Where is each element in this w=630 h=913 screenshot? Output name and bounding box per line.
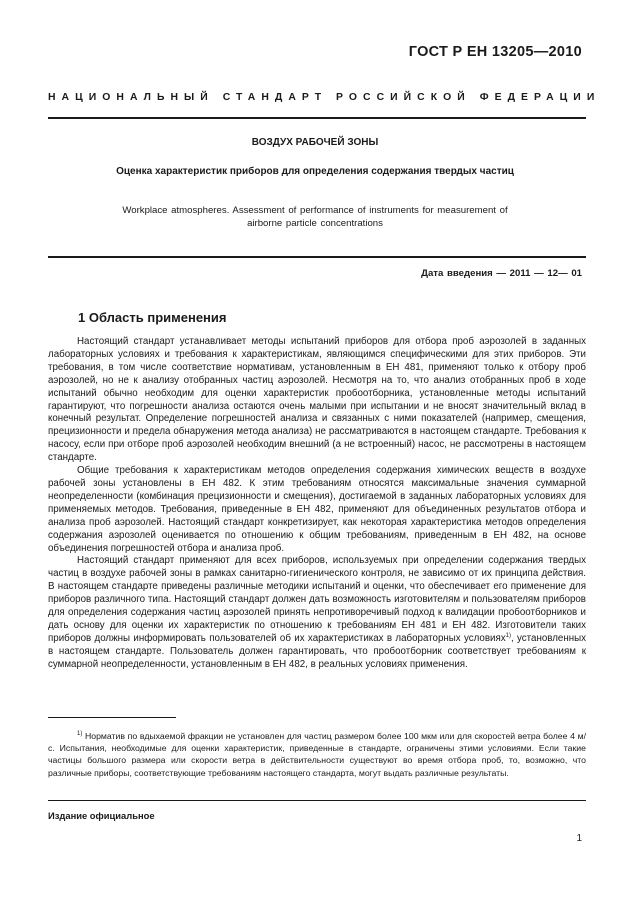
english-title: Workplace atmospheres. Assessment of performance of instruments for measurement of airborne particle concentrations xyxy=(122,205,508,229)
footnote xyxy=(48,730,586,779)
footer-rule xyxy=(48,800,586,801)
title-rule xyxy=(48,256,586,258)
edition-label: Издание официальное xyxy=(48,810,155,821)
document-subtitle: Оценка характеристик приборов для определения содержания твердых частиц xyxy=(116,166,514,177)
footnote-reference: 1) xyxy=(505,632,511,639)
section-heading: 1 Область применения xyxy=(78,310,227,325)
footnote-marker: 1) xyxy=(77,731,83,738)
national-standard-banner: НАЦИОНАЛЬНЫЙ СТАНДАРТ РОССИЙСКОЙ ФЕДЕРАЦИИ xyxy=(48,92,601,103)
section-body xyxy=(48,336,586,672)
standard-number: ГОСТ Р ЕН 13205—2010 xyxy=(408,44,582,60)
document-title: ВОЗДУХ РАБОЧЕЙ ЗОНЫ xyxy=(251,137,379,148)
paragraph: Общие требования к характеристикам методов определения содержания химических веществ в воздухе рабочей зоны установлены в ЕН 482. К этим требованиям относятся максимальные значения суммарной неопределенности (комбинация прецизионности и смещения), достигаемой в заданных лабораторных условиях для применяемых методов. Требования, приведенные в ЕН 482, применяют для объединенных результатов отбора и анализа проб аэрозолей. Настоящий стандарт конкретизирует, как некоторая характеристика методов определения содержания аэрозолей оценивается по отношению к общим требованиям, приведенным в ЕН 482, на основе объединения погрешностей отбора и анализа проб. xyxy=(48,465,586,554)
header-rule xyxy=(48,117,586,119)
paragraph-text: Настоящий стандарт применяют для всех приборов, используемых при определении содержания твердых частиц в воздухе рабочей зоны в рамках санитарно-гигиенического контроля, не зависимо от их принципа действия. В настоящем стандарте приведены различные методики испытаний и оценки, что обеспечивает его применение для приборов различного типа. Настоящий стандарт должен дать возможность изготовителям и пользователям приборов для определения содержания частиц аэрозолей принять непротиворечивый подход к валидации пробоотборников и дать основу для оценки их характеристик по отношению к требованиям ЕН 481 и ЕН 482. Изготовители таких приборов должны информировать пользователей об их характеристиках в лабораторных условиях xyxy=(48,555,586,644)
page-number: 1 xyxy=(576,833,582,844)
footnote-text: Норматив по вдыхаемой фракции не установлен для частиц размером более 100 мкм или для скоростей ветра более 4 м/с. Испытания, необходимые для оценки характеристик, приведенные в стандарте, ограничены этими условиями. Если такие частицы большого размера или скорости ветра в действительности существуют во время отбора проб, то, возможно, что различные приборы, соответствующие требованиям настоящего стандарта, могут выдать различные результаты. xyxy=(48,731,586,778)
paragraph: Настоящий стандарт устанавливает методы испытаний приборов для отбора проб аэрозолей в заданных лабораторных условиях и требования к характеристикам, являющимся специфическими для этих приборов. Эти требования, в том числе соответствие нормативам, установленным в ЕН 481, применяют только к отбору проб аэрозолей, но не к анализу отобранных частиц аэрозолей. Несмотря на то, что анализ отобранных проб в ходе испытаний обычно необходим для оценки характеристик пробоотборника, установленные методы испытаний гарантируют, что погрешности анализа остаются очень малыми при испытании и не вносят значительный вклад в конечный результат. Определение погрешностей анализа и связанных с ними показателей (например, смещения, прецизионности и предела обнаружения метода анализа) не рассматриваются в настоящем стандарте. Требования к насосу, если при отборе проб аэрозолей необходим внешний (а не встроенный) насос, не рассмотрены в настоящем стандарте. xyxy=(48,336,586,464)
paragraph xyxy=(48,555,586,671)
footnote-rule xyxy=(48,717,176,718)
effective-date: Дата введения — 2011 — 12— 01 xyxy=(421,268,582,279)
paragraph-text: , установленных в настоящем стандарте. Пользователь должен гарантировать, что пробоотборник соответствует требованиям к суммарной неопределенности, установленным в ЕН 482, в реальных условиях применения. xyxy=(48,632,586,670)
